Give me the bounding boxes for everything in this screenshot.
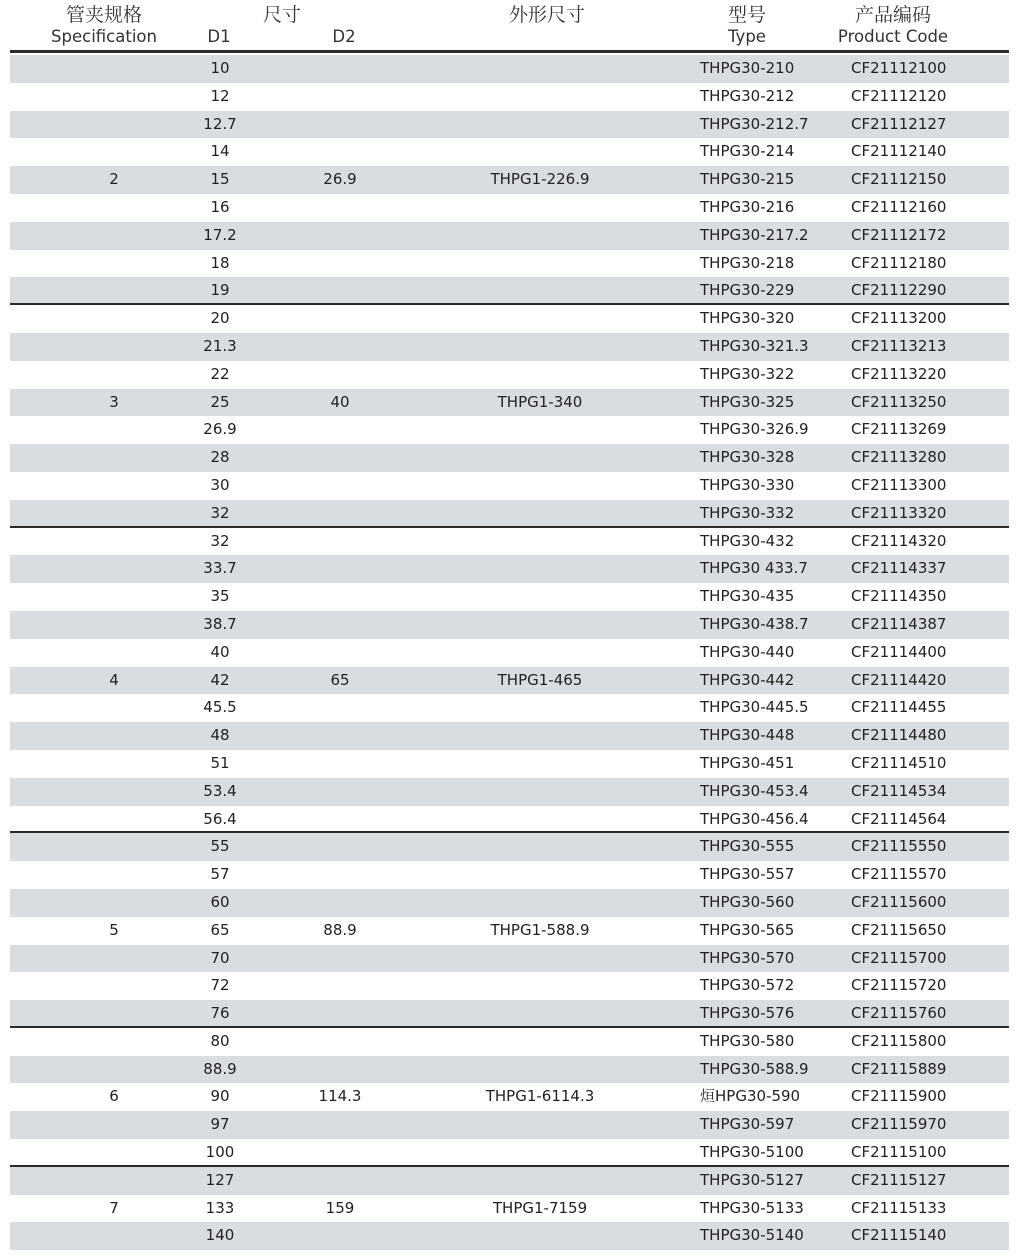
table-row (10, 694, 1009, 722)
product-code-cell: CF21114480 (851, 726, 947, 745)
type-cell: THPG30-432 (700, 531, 795, 550)
type-cell: THPG30-229 (700, 281, 795, 300)
d1-cell: 97 (210, 1115, 230, 1134)
d1-cell: 76 (210, 1004, 230, 1023)
type-cell: THPG30-325 (700, 392, 795, 411)
type-cell: THPG30-326.9 (700, 420, 809, 439)
d2-cell: 159 (325, 1198, 355, 1217)
type-cell: THPG30-576 (700, 1004, 795, 1023)
type-cell: THPG30-456.4 (700, 809, 809, 828)
d1-cell: 12 (210, 86, 230, 105)
d1-cell: 32 (210, 531, 230, 550)
type-cell: THPG30-212 (700, 86, 795, 105)
table-row (10, 333, 1009, 361)
d2-cell: 88.9 (323, 920, 357, 939)
type-cell: THPG30-216 (700, 197, 795, 216)
type-cell: THPG30-322 (700, 364, 795, 383)
d1-cell: 26.9 (203, 420, 237, 439)
table-row (10, 389, 1009, 417)
spec-header-en: Specification (51, 27, 157, 46)
d2-header: D2 (332, 27, 356, 46)
product-code-cell: CF21115133 (851, 1198, 947, 1217)
dimension-cell: THPG1-226.9 (490, 170, 590, 189)
type-cell: THPG30-214 (700, 142, 795, 161)
d1-cell: 55 (210, 837, 230, 856)
product-code-cell: CF21112100 (851, 59, 947, 77)
spec-cell: 5 (109, 920, 119, 939)
code-header-en: Product Code (837, 27, 949, 46)
table-row (10, 972, 1009, 1000)
type-cell: THPG30-218 (700, 253, 795, 272)
product-code-cell: CF21114420 (851, 670, 947, 689)
table-row (10, 806, 1009, 834)
type-header-cn: 型号 (727, 4, 767, 26)
size-header-cn: 尺寸 (262, 4, 302, 26)
d1-cell: 33.7 (203, 559, 237, 578)
d1-cell: 12.7 (203, 114, 237, 133)
product-code-cell: CF21113220 (851, 364, 947, 383)
type-cell: THPG30-560 (700, 892, 795, 911)
d2-cell: 40 (330, 392, 350, 411)
type-cell: THPG30-320 (700, 309, 795, 328)
product-code-cell: CF21115570 (851, 865, 947, 884)
d1-cell: 45.5 (203, 698, 237, 717)
table-row (10, 750, 1009, 778)
type-cell: THPG30-438.7 (700, 614, 809, 633)
table-row (10, 1083, 1009, 1111)
d1-cell: 25 (210, 392, 230, 411)
type-cell: THPG30-217.2 (700, 225, 809, 244)
product-code-cell: CF21113269 (851, 420, 947, 439)
table-row (10, 667, 1009, 695)
table-row (10, 945, 1009, 973)
spec-cell: 4 (109, 670, 119, 689)
table-row (10, 83, 1009, 111)
product-code-cell: CF21113213 (851, 336, 947, 355)
d1-cell: 20 (210, 309, 230, 328)
d1-cell: 17.2 (203, 225, 237, 244)
d1-cell: 88.9 (203, 1059, 237, 1078)
d1-cell: 133 (205, 1198, 235, 1217)
type-cell: THPG30-5127 (700, 1170, 804, 1189)
type-cell: THPG30-332 (700, 503, 795, 522)
table-row (10, 500, 1009, 528)
dimension-cell: THPG1-465 (497, 670, 583, 689)
d1-cell: 42 (210, 670, 230, 689)
spec-header-cn: 管夹规格 (65, 4, 143, 26)
spec-cell: 6 (109, 1087, 119, 1106)
d1-cell: 32 (210, 503, 230, 522)
d2-cell: 114.3 (318, 1087, 362, 1106)
type-cell: THPG30-440 (700, 642, 795, 661)
d1-cell: 19 (210, 281, 230, 300)
product-code-cell: CF21112120 (851, 86, 947, 105)
type-cell: THPG30-330 (700, 475, 795, 494)
table-row (10, 1167, 1009, 1195)
type-cell: THPG30-445.5 (700, 698, 809, 717)
type-cell: THPG30-580 (700, 1031, 795, 1050)
product-code-cell: CF21112180 (851, 253, 947, 272)
table-row (10, 250, 1009, 278)
table-row (10, 1056, 1009, 1084)
table-row (10, 416, 1009, 444)
product-code-cell: CF21115100 (851, 1143, 947, 1162)
d1-cell: 15 (210, 170, 230, 189)
dimension-cell: THPG1-6114.3 (485, 1087, 595, 1106)
table-row (10, 861, 1009, 889)
table-row (10, 138, 1009, 166)
dimension-cell: THPG1-340 (497, 392, 583, 411)
d2-cell: 26.9 (323, 170, 357, 189)
table-row (10, 444, 1009, 472)
table-row (10, 1139, 1009, 1167)
product-code-cell: CF21113200 (851, 309, 947, 328)
product-code-cell: CF21115550 (851, 837, 947, 856)
product-code-cell: CF21112290 (851, 281, 947, 300)
d1-cell: 21.3 (203, 336, 237, 355)
type-header-en: Type (728, 27, 766, 46)
d1-cell: 40 (210, 642, 230, 661)
table-row (10, 833, 1009, 861)
product-code-cell: CF21113280 (851, 448, 947, 467)
product-code-cell: CF21114455 (851, 698, 947, 717)
table-header (0, 0, 1021, 52)
table-row (10, 583, 1009, 611)
product-code-cell: CF21115650 (851, 920, 947, 939)
type-cell: THPG30-448 (700, 726, 795, 745)
d1-cell: 140 (205, 1226, 235, 1245)
type-cell: THPG30-453.4 (700, 781, 809, 800)
type-cell: THPG30-557 (700, 865, 795, 884)
d1-cell: 53.4 (203, 781, 237, 800)
product-code-cell: CF21115140 (851, 1226, 947, 1245)
product-code-cell: CF21112150 (851, 170, 947, 189)
product-code-cell: CF21114510 (851, 753, 947, 772)
type-cell: THPG30-5140 (700, 1226, 804, 1245)
table-row (10, 111, 1009, 139)
type-cell: THPG30-435 (700, 587, 795, 606)
product-code-cell: CF21114387 (851, 614, 947, 633)
d1-cell: 60 (210, 892, 230, 911)
product-code-cell: CF21114400 (851, 642, 947, 661)
d1-cell: 30 (210, 475, 230, 494)
table-row (10, 194, 1009, 222)
d1-cell: 48 (210, 726, 230, 745)
product-code-cell: CF21115889 (851, 1059, 947, 1078)
d1-cell: 38.7 (203, 614, 237, 633)
type-cell: THPG30-5133 (700, 1198, 804, 1217)
type-cell: THPG30-321.3 (700, 336, 809, 355)
product-code-cell: CF21112160 (851, 197, 947, 216)
dimension-cell: THPG1-588.9 (490, 920, 590, 939)
product-code-cell: CF21113250 (851, 392, 947, 411)
product-code-cell: CF21112172 (851, 225, 947, 244)
table-row (10, 778, 1009, 806)
type-cell: THPG30-442 (700, 670, 795, 689)
d1-cell: 72 (210, 976, 230, 995)
table-row (10, 555, 1009, 583)
d1-cell: 22 (210, 364, 230, 383)
d1-cell: 14 (210, 142, 230, 161)
d1-cell: 28 (210, 448, 230, 467)
product-code-cell: CF21114534 (851, 781, 947, 800)
d1-header: D1 (207, 27, 231, 46)
type-cell: 烜HPG30-590 (700, 1087, 801, 1106)
type-cell: THPG30-5100 (700, 1143, 804, 1162)
table-row (10, 889, 1009, 917)
code-header-cn: 产品编码 (854, 4, 932, 26)
type-cell: THPG30-555 (700, 837, 795, 856)
table-row (10, 305, 1009, 333)
type-cell: THPG30-565 (700, 920, 795, 939)
table-row (10, 1000, 1009, 1028)
table-row (10, 55, 1009, 83)
product-code-cell: CF21115700 (851, 948, 947, 967)
dimension-cell: THPG1-7159 (492, 1198, 588, 1217)
product-code-cell: CF21115127 (851, 1170, 947, 1189)
d1-cell: 80 (210, 1031, 230, 1050)
d1-cell: 56.4 (203, 809, 237, 828)
product-code-cell: CF21115760 (851, 1004, 947, 1023)
product-code-cell: CF21115970 (851, 1115, 947, 1134)
spec-cell: 7 (109, 1198, 119, 1217)
d1-cell: 16 (210, 197, 230, 216)
type-cell: THPG30-597 (700, 1115, 795, 1134)
product-code-cell: CF21112140 (851, 142, 947, 161)
table-row (10, 166, 1009, 194)
table-row (10, 722, 1009, 750)
table-row (10, 528, 1009, 556)
product-code-cell: CF21114337 (851, 559, 947, 578)
table-row (10, 361, 1009, 389)
table-row (10, 639, 1009, 667)
d1-cell: 10 (210, 59, 230, 77)
table-row (10, 1028, 1009, 1056)
d1-cell: 70 (210, 948, 230, 967)
type-cell: THPG30-570 (700, 948, 795, 967)
product-code-cell: CF21113320 (851, 503, 947, 522)
table-row (10, 472, 1009, 500)
type-cell: THPG30-328 (700, 448, 795, 467)
d2-cell: 65 (330, 670, 350, 689)
table-row (10, 917, 1009, 945)
d1-cell: 35 (210, 587, 230, 606)
table-row (10, 1222, 1009, 1250)
product-code-cell: CF21114320 (851, 531, 947, 550)
product-code-cell: CF21115720 (851, 976, 947, 995)
product-code-cell: CF21113300 (851, 475, 947, 494)
product-code-cell: CF21115800 (851, 1031, 947, 1050)
table-row (10, 611, 1009, 639)
type-cell: THPG30-212.7 (700, 114, 809, 133)
type-cell: THPG30-215 (700, 170, 795, 189)
table-row (10, 277, 1009, 305)
header-divider (10, 50, 1009, 53)
product-code-cell: CF21112127 (851, 114, 947, 133)
table-row (10, 222, 1009, 250)
d1-cell: 51 (210, 753, 230, 772)
d1-cell: 18 (210, 253, 230, 272)
d1-cell: 127 (205, 1170, 235, 1189)
spec-cell: 3 (109, 392, 119, 411)
type-cell: THPG30-451 (700, 753, 795, 772)
product-code-cell: CF21114350 (851, 587, 947, 606)
spec-cell: 2 (109, 170, 119, 189)
table-row (10, 1111, 1009, 1139)
product-code-cell: CF21114564 (851, 809, 947, 828)
d1-cell: 65 (210, 920, 230, 939)
type-cell: THPG30-572 (700, 976, 795, 995)
dimension-header-cn: 外形尺寸 (508, 4, 586, 26)
type-cell: THPG30-588.9 (700, 1059, 809, 1078)
type-cell: THPG30 433.7 (700, 559, 808, 578)
d1-cell: 57 (210, 865, 230, 884)
product-code-cell: CF21115600 (851, 892, 947, 911)
type-cell: THPG30-210 (700, 59, 795, 77)
product-code-cell: CF21115900 (851, 1087, 947, 1106)
table-body (10, 55, 1009, 1250)
d1-cell: 90 (210, 1087, 230, 1106)
d1-cell: 100 (205, 1143, 235, 1162)
table-row (10, 1195, 1009, 1223)
